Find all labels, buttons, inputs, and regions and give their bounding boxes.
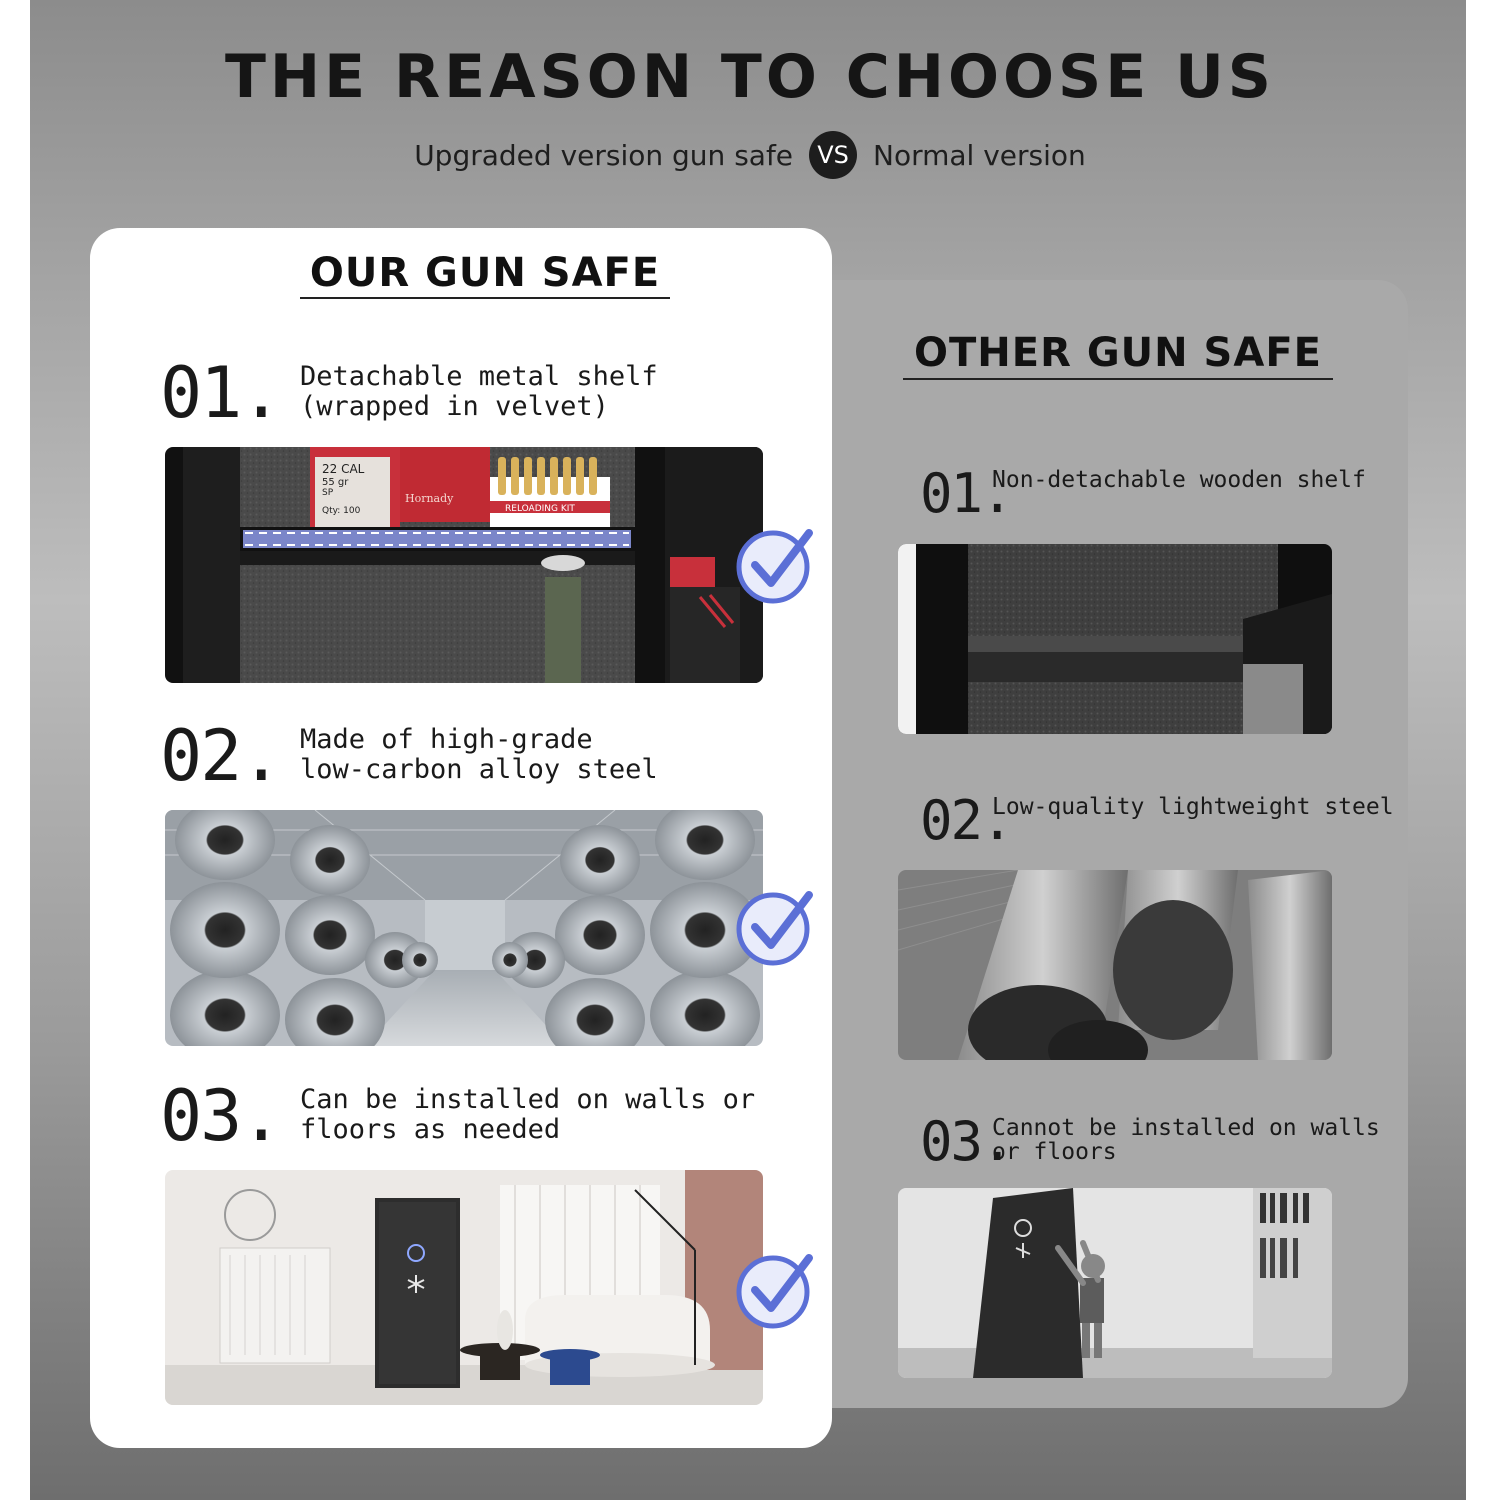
ours-item-3-line2: floors as needed [300, 1114, 561, 1145]
ours-item-2-line1: Made of high-grade [300, 724, 593, 755]
ammo-box-label-1: 22 CAL [322, 462, 365, 476]
ours-item-1-line2: (wrapped in velvet) [300, 391, 609, 422]
others-wooden-shelf-photo [898, 544, 1332, 734]
others-item-3-number: 03. [920, 1110, 1012, 1173]
others-item-3-line2: or floors [992, 1139, 1117, 1165]
page-title: THE REASON TO CHOOSE US [224, 42, 1276, 112]
others-item-1-number: 01. [920, 462, 1012, 525]
vs-badge: VS [809, 131, 857, 179]
others-falling-safe-photo [898, 1188, 1332, 1378]
ours-item-2-number: 02. [160, 715, 281, 797]
others-heading-rule [903, 378, 1333, 380]
ours-item-1-number: 01. [160, 352, 281, 434]
comparison-subtitle [0, 132, 1500, 178]
ours-steel-coils-photo [165, 810, 763, 1046]
compare-left-label: Upgraded version gun safe [414, 138, 794, 172]
ours-item-3-number: 03. [160, 1075, 281, 1157]
ammo-box-label-3: SP [322, 488, 334, 498]
others-item-3-line1: Cannot be installed on walls [992, 1115, 1380, 1141]
compare-right-label: Normal version [873, 138, 1086, 172]
ammo-box-label-5: Hornady [405, 492, 454, 505]
others-item-2-number: 02. [920, 789, 1012, 852]
ours-heading-rule [300, 297, 670, 299]
others-item-1-line1: Non-detachable wooden shelf [992, 467, 1366, 493]
check-circle-icon [735, 525, 815, 605]
others-heading: OTHER GUN SAFE [914, 330, 1322, 376]
ours-heading: OUR GUN SAFE [309, 250, 661, 296]
others-item-2-line1: Low-quality lightweight steel [992, 794, 1394, 820]
others-pipes-photo [898, 870, 1332, 1060]
check-circle-icon [735, 887, 815, 967]
ours-item-1-line1: Detachable metal shelf [300, 361, 658, 392]
ammo-box-label-4: Qty: 100 [322, 506, 361, 516]
ours-room-photo [165, 1170, 763, 1405]
ammo-box-label-2: 55 gr [322, 477, 349, 488]
ours-item-3-line1: Can be installed on walls or [300, 1084, 756, 1115]
ammo-box-label-6: RELOADING KIT [505, 504, 575, 514]
ours-shelf-photo [165, 447, 763, 683]
check-circle-icon [735, 1250, 815, 1330]
ours-item-2-line2: low-carbon alloy steel [300, 754, 658, 785]
